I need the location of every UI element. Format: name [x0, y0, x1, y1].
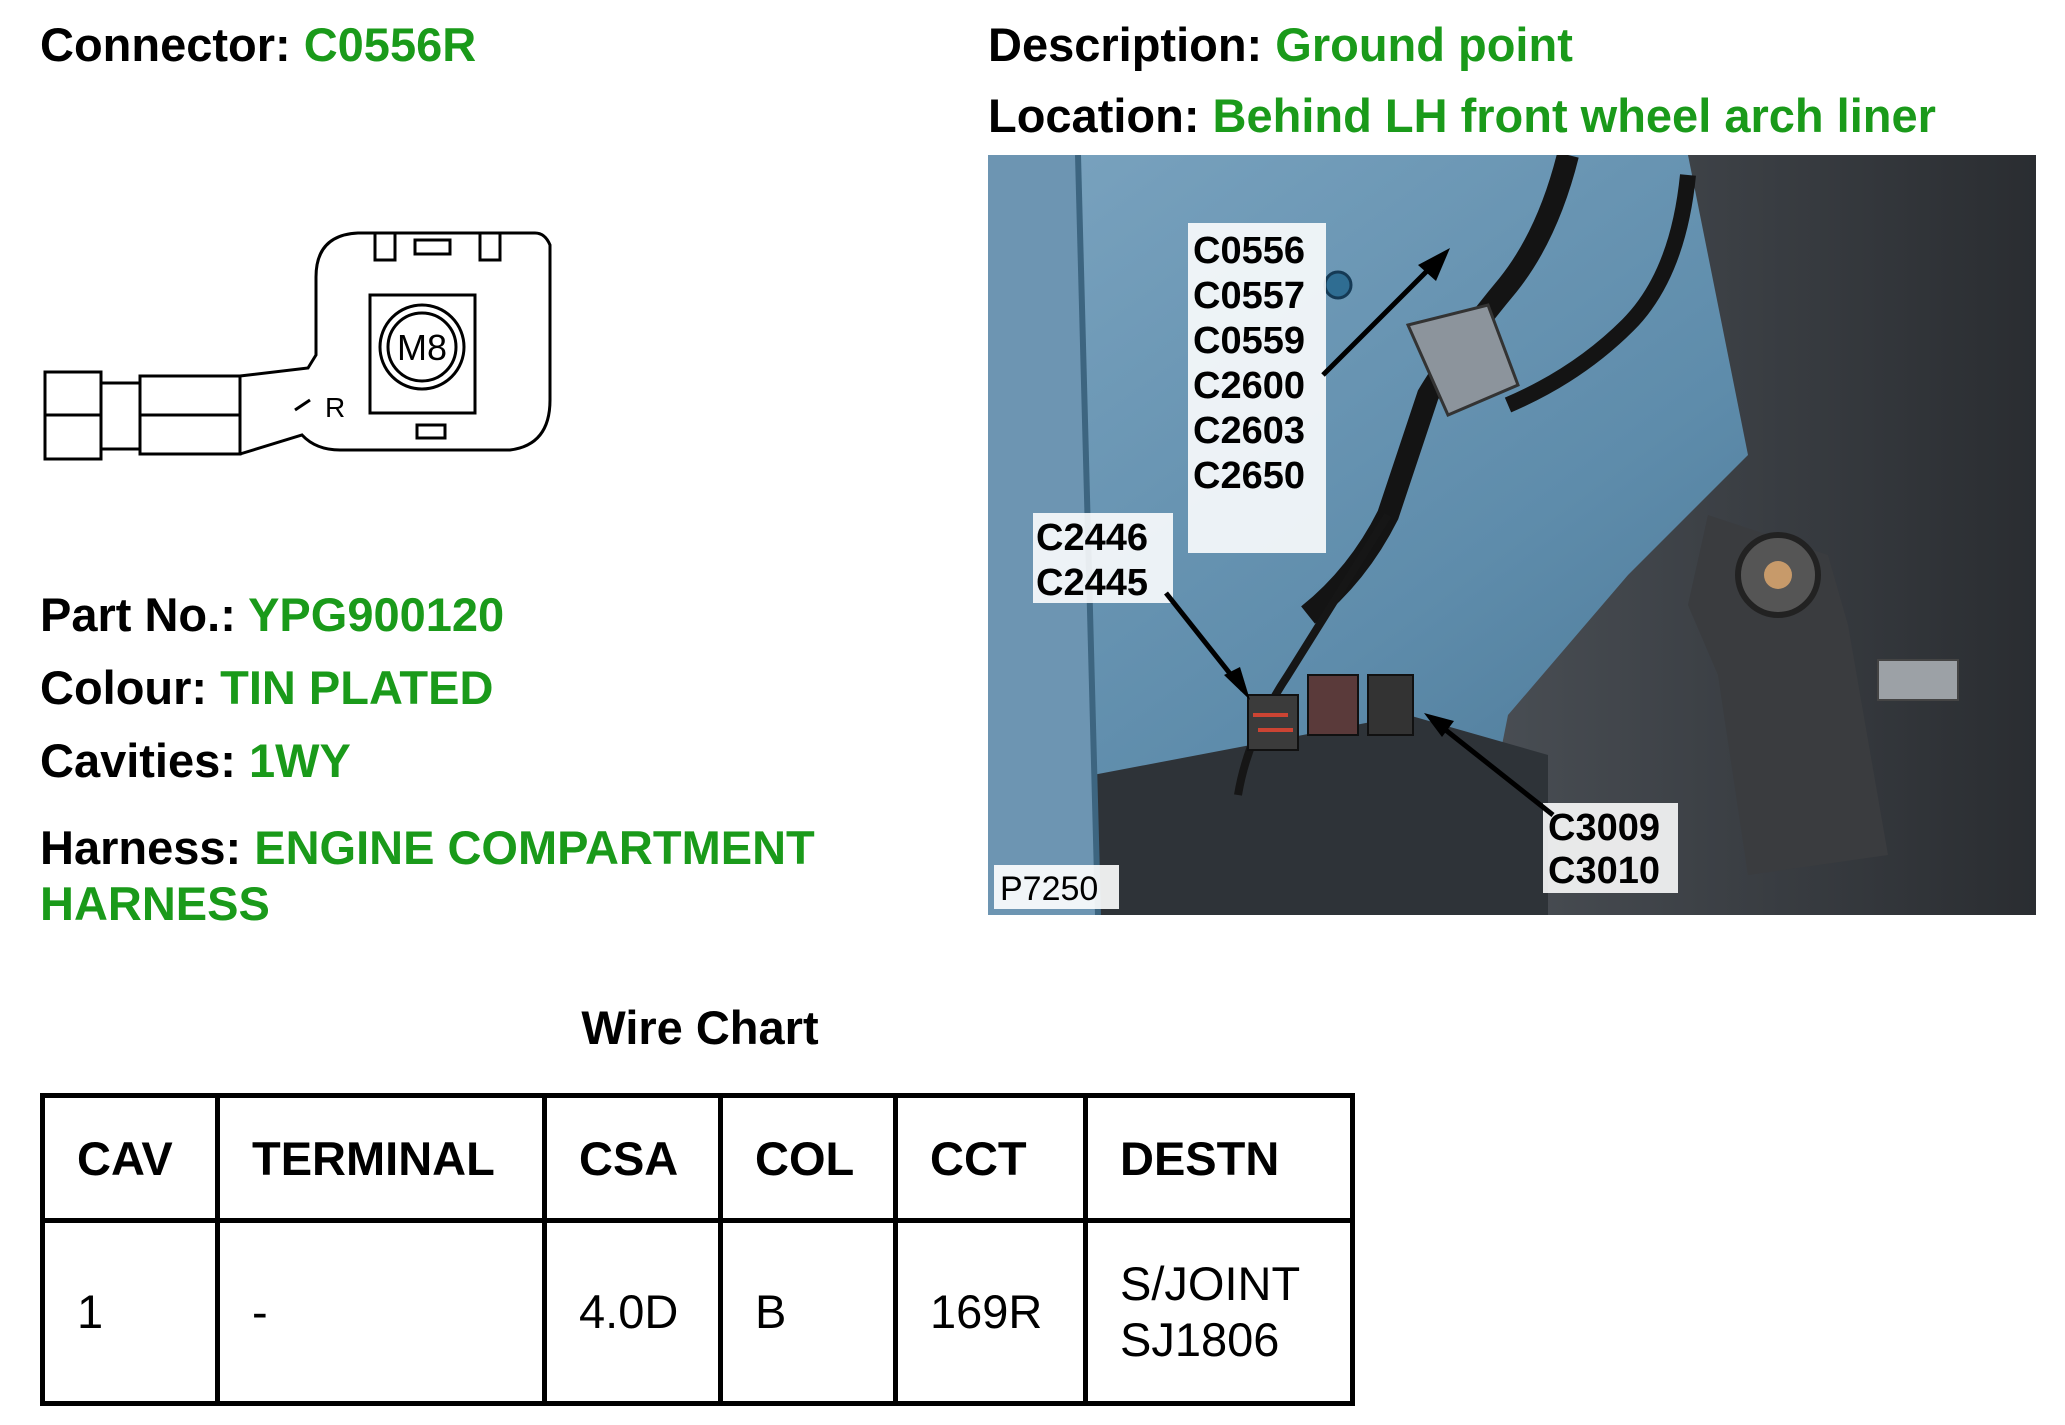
description-value: Ground point: [1275, 18, 1573, 71]
wire-chart-table: [40, 1093, 1355, 1406]
cell-csa: 4.0D: [545, 1221, 721, 1404]
cavities-value: 1WY: [248, 734, 351, 787]
table-header-row: [43, 1096, 1353, 1221]
harness-label: Harness:: [40, 821, 242, 874]
header-cav: CAV: [43, 1096, 218, 1221]
description-label: Description:: [988, 18, 1263, 71]
location-photo: [988, 155, 2036, 915]
callout-top-5: C2650: [1193, 455, 1305, 497]
header-csa: CSA: [545, 1096, 721, 1221]
callout-right-1: C3010: [1548, 850, 1660, 892]
location-line: [988, 89, 1936, 143]
part-number-line: [40, 588, 504, 642]
destn-line-1: S/JOINT: [1120, 1257, 1301, 1310]
callout-left-0: C2446: [1036, 517, 1148, 559]
part-number-label: Part No.:: [40, 588, 236, 641]
callout-right-0: C3009: [1548, 807, 1660, 849]
harness-line: [40, 820, 940, 932]
colour-line: [40, 661, 493, 715]
destn-line-2: SJ1806: [1120, 1313, 1280, 1366]
cavities-line: [40, 734, 351, 788]
header-cct: CCT: [896, 1096, 1086, 1221]
header-terminal: TERMINAL: [218, 1096, 545, 1221]
callout-left-1: C2445: [1036, 562, 1148, 604]
connector-value: C0556R: [303, 18, 477, 71]
callout-top-1: C0557: [1193, 275, 1305, 317]
connector-label: Connector:: [40, 18, 291, 71]
callout-top-3: C2600: [1193, 365, 1305, 407]
orientation-mark: R: [325, 392, 346, 423]
location-value: Behind LH front wheel arch liner: [1212, 89, 1936, 142]
callout-top-2: C0559: [1193, 320, 1305, 362]
stud-size-label: M8: [396, 327, 448, 368]
colour-label: Colour:: [40, 661, 208, 714]
header-col: COL: [721, 1096, 896, 1221]
callout-top-4: C2603: [1193, 410, 1305, 452]
cell-terminal: -: [218, 1221, 545, 1404]
header-destn: DESTN: [1086, 1096, 1353, 1221]
table-row: [43, 1221, 1353, 1404]
cell-destn: [1086, 1221, 1353, 1404]
location-label: Location:: [988, 89, 1200, 142]
connector-drawing: [40, 225, 560, 470]
cavities-label: Cavities:: [40, 734, 236, 787]
cell-col: B: [721, 1221, 896, 1404]
wire-chart-title: Wire Chart: [581, 1001, 819, 1054]
connector-line: [40, 18, 476, 72]
cell-cct: 169R: [896, 1221, 1086, 1404]
callout-top-0: C0556: [1193, 230, 1305, 272]
cell-cav: 1: [43, 1221, 218, 1404]
photo-reference: P7250: [1000, 870, 1099, 908]
colour-value: TIN PLATED: [220, 661, 494, 714]
part-number-value: YPG900120: [248, 588, 505, 641]
description-line: [988, 18, 1573, 72]
harness-value: ENGINE COMPARTMENT HARNESS: [40, 821, 815, 930]
